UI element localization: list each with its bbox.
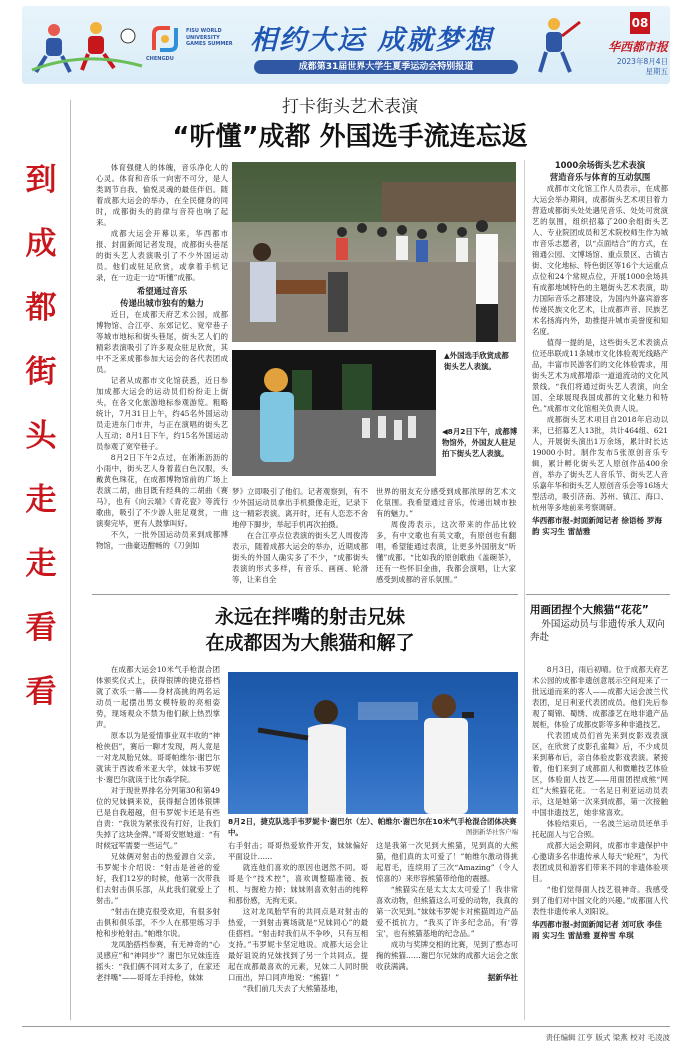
paragraph: “熊猫实在是太太太太可爱了！我非常喜欢动物，但熊猫这么可爱的动物，我真的第一次见到。”妹妹韦罗妮卡对熊猫周边产品爱不抵抗力，“我买了许多纪念品，有‘蓉宝’，也有熊猫基地的纪念品。” bbox=[376, 885, 518, 938]
column-title-char: 头 bbox=[25, 418, 57, 454]
paragraph: 值得一提的是，这些街头艺术表演点位还串联成11条城市文化体验观光线路产品，丰富市民游客们的文化体验需求，用街头艺术为成都增添一道道流动的文化风景线。“我们将通过街头艺人表演，向全国、全球展现我国成都的文化魅力和特色。”成都市文化馆相关负责人说。 bbox=[532, 338, 668, 413]
proof-credit: 校对 毛凌波 bbox=[630, 1033, 670, 1042]
article2-column-3 bbox=[376, 840, 518, 1022]
article2-column-2 bbox=[228, 840, 368, 1022]
photo-illustration bbox=[232, 162, 516, 342]
column-title-char: 都 bbox=[25, 290, 57, 326]
paragraph: 体验结束后，一名波兰运动员还单手托起面人与它合照。 bbox=[532, 819, 668, 839]
article1-column-3 bbox=[376, 486, 516, 586]
shooting-photo-caption: 8月2日，捷克队选手韦罗妮卡·谢巴尔（左）、帕维尔·谢巴尔在10米气手枪混合团体决赛中。 bbox=[228, 817, 517, 837]
credit: 据新华社 bbox=[487, 973, 518, 982]
column-title-char: 走 bbox=[25, 546, 57, 582]
byline: 华西都市报-封面新闻记者 徐语杨 罗海韵 实习生 雷喆雅 bbox=[532, 516, 662, 536]
article2-headline-line2: 在成都因为大熊猫和解了 bbox=[205, 632, 415, 654]
column-title bbox=[22, 154, 60, 740]
subheading: 1000余场街头艺术表演 营造音乐与体育的互动氛围 bbox=[549, 160, 651, 182]
paragraph: 原本以为是爱情事业双丰收的“神枪侠侣”，赛后一聊才发现，两人竟是一对龙凤胎兄妹。哥哥帕维尔·谢巴尔就读于西波希米亚大学，妹妹韦罗妮卡·谢巴尔就读于比尔森学院。 bbox=[96, 731, 220, 784]
subheading: 希望通过音乐 传递出城市独有的魅力 bbox=[120, 286, 204, 308]
paragraph: “他们觉得面人技艺很神奇。我感受到了他们对中国文化的兴趣。”成都面人代表性非遗传承人刘阳说。 bbox=[532, 885, 668, 916]
athletes-illustration bbox=[24, 10, 144, 80]
banner-subtitle: 成都第31届世界大学生夏季运动会特别报道 bbox=[254, 60, 518, 74]
photo-illustration bbox=[228, 672, 518, 814]
section-divider bbox=[526, 594, 670, 595]
article3-headline-line2: 外国运动员与非遗传承人双向奔赴 bbox=[530, 619, 665, 643]
page-number: 08 bbox=[630, 12, 650, 34]
article1-headline: “听懂”成都 外国选手流连忘返 bbox=[172, 122, 528, 152]
article1-column-2 bbox=[232, 486, 368, 586]
paragraph: 对于现世界排名分列第30和第49位的兄妹俩来说，获得掘合团体银牌已是自我超越，但韦罗妮卡还是有些自责：“我说为紧张没有打好，让我们失掉了这块金牌。”哥哥安慰她道：“有时候冠军需要一些运气。” bbox=[96, 786, 220, 850]
paragraph: 在合江亭点位表演的街头艺人周俊涛表示，随着成都大运会的举办，近期成都街头的外国人确实多了不少，“成都街头表演的形式多样，有音乐、画画、轮滑等，让来自全 bbox=[232, 531, 368, 584]
article1-kicker: 打卡街头艺术表演 bbox=[282, 97, 418, 117]
article3-column bbox=[532, 664, 668, 1022]
paragraph: 8月2日下午2点过，在淅淅沥沥的小雨中，街头艺人身着蓝白色汉服，头戴黄色珠花，在成都博物馆前的广场上表演二胡，曲目既有经典的二胡曲《赛马》，也有《向云端》《青花瓷》等流行歌曲，吸引了不少游人驻足观赏，一曲演奏完毕，更有人鼓掌叫好。 bbox=[96, 453, 228, 528]
paragraph: 代表团成员们首先来到皮影戏表演区，在欣赏了皮影孔雀舞》后，不少成员来到幕布后，亲自体验皮影戏表演。紧接着，他们来到了成都面人和微雕技艺体验区，体验面人技艺——用面团捏成熊“网红”大熊猫花花。一名足日利亚运动员表示，这是她第一次来到成都，第一次接触中国非遗技艺，她非常喜欢。 bbox=[532, 731, 668, 817]
shooting-siblings-photo bbox=[228, 672, 518, 814]
byline: 华西都市报-封面新闻记者 刘可欣 李佳雨 实习生 雷喆雅 夏梓雪 牟琪 bbox=[532, 920, 662, 940]
section-divider bbox=[92, 594, 518, 595]
paragraph: 8月3日，雨后初晴。位于成都天府艺术公园的成都非遗创意展示空间迎来了一批远道而来的客人——成都大运会波兰代表团，足日利亚代表团成员。他们先后参观了蜀锦、蜀绣、成都漆艺在地非遗产品展柜，体验了成都皮影等多种非遗技艺。 bbox=[532, 665, 668, 729]
games-logo-icon bbox=[150, 24, 180, 54]
footer-bar bbox=[22, 1026, 670, 1027]
paragraph: 周俊涛表示，这次带来的作品比较多，有中文歌也有英文歌，有原创也有翻唱，希望能通过表演，让更多外国朋友“听懂”成都。“比如我的原创歌曲《盖碗茶》，还有一些怀旧金曲，我都会演唱，让大家感受到成都的音乐氛围。” bbox=[376, 520, 516, 584]
paragraph: 记者从成都市文化馆获悉，近日参加成都大运会的运动员们纷纷走上街头，在各文化旅游地标参观游览。粗略统计，7月31日上午，约45名外国运动员走进东门市井，与正在演唱的街头艺人互动；8月1日下午，约15名外国运动员参观了宽窄巷子。 bbox=[96, 376, 228, 451]
column-title-char: 街 bbox=[25, 354, 57, 390]
column-title-char: 成 bbox=[25, 226, 57, 262]
banner-slogan: 相约大运 成就梦想 bbox=[250, 25, 494, 56]
article2-column-1 bbox=[96, 664, 220, 1022]
article1-column-4 bbox=[532, 160, 668, 588]
photo-credit: 图据新华社客户端 bbox=[466, 828, 518, 836]
footer-credits bbox=[470, 1032, 670, 1043]
article2-headline-line1: 永远在拌嘴的射击兄妹 bbox=[214, 606, 405, 628]
paragraph: 世界的朋友充分感受到成都浓厚的艺术文化氛围。我希望通过音乐，传递出城市独有的魅力。” bbox=[376, 487, 516, 518]
paragraph: 成都市文化馆工作人员表示，在成都大运会举办期间，成都街头艺术项目着力营造成都街头处处遇见音乐、处处可赏演艺的氛围，组织招募了200余组街头艺人、专业院团成员和艺术院校师生作为城市音乐志愿者，以“点面结合”的方式，在锦通公园、文博场馆、重点景区、古镇古街、文化地标、特色街区等16个大运重点点位和24个常规点位，开展1000余场具有成都地域特色的主题街头艺术表演，助力国际音乐之都建设，为国内外嘉宾游客传递民族文化艺术，让成都声音、民族艺术名扬海内外，助推提升城市美誉度和知名度。 bbox=[532, 184, 668, 336]
paragraph: 龙凤胎搭档参赛，有无神奇的“心灵感应”和“神同步”？谢巴尔兄妹连连摇头：“我们俩不同对太多了，在家还老拌嘴”——哥哥左手持枪，妹妹 bbox=[96, 940, 220, 982]
paragraph: 这对龙凤胎罕有的共同点是对射击的热爱，一到射击赛场就是“兄妹同心”的最佳搭档。“射击时我们从不争吵，只有互相支持。”韦罗妮卡坚定地说。成都大运会让最好诅说的兄妹找到了另一个共同点。提起在成都最喜欢的元素，兄妹二人同时脱口而出，异口同声地说：“熊猫！” bbox=[228, 907, 368, 982]
fisu-logo-text: FISU WORLD UNIVERSITY GAMES SUMMER bbox=[186, 28, 233, 47]
column-title-char: 到 bbox=[25, 162, 57, 198]
paragraph: 兄妹俩对射击的热爱源自父亲。韦罗妮卡介绍说：“射击是爸爸的爱好，我们12岁的时候，他第一次带我们去射击俱乐部，从此我们就爱上了射击。” bbox=[96, 852, 220, 905]
street-performance-photo bbox=[232, 162, 516, 342]
paragraph: 近日，在成都天府艺术公园，成都博物馆、合江亭、东郊记忆、宽窄巷子等城市地标和街头巷尾，街头艺人们的精彩表演吸引了许多观众驻足欣赏，其中不乏来成都参加大运会的各代表团成员。 bbox=[96, 310, 228, 374]
paragraph: 成都大运会期间，成都市非遗保护中心邀请多名非遗传承人每天“轮班”，为代表团成员和游客们带来不同的非遗体验项目。 bbox=[532, 841, 668, 883]
paragraph: 成功与奖牌交相的比赛，见到了憨态可掬的熊猫……谢巴尔兄妹的成都大运会之旅收获满满。 bbox=[376, 940, 518, 971]
article3-headline-line1: 用画团捏个大熊猫“花花” bbox=[530, 604, 649, 616]
museum-performance-photo bbox=[232, 350, 436, 476]
photo-illustration bbox=[232, 350, 436, 476]
paragraph: “我们前几天去了大熊猫基地， bbox=[242, 984, 343, 993]
column-title-char: 看 bbox=[25, 610, 57, 646]
masthead-banner bbox=[22, 6, 670, 84]
games-logo-text: CHENGDU bbox=[146, 56, 174, 62]
paragraph: 就连他们喜欢的原因也迥然不同。哥哥是个“技术控”，喜欢调整瞄准镜、扳机、与握枪力掉；妹妹则喜欢射击的纯粹和那份感，无拘无束。 bbox=[228, 863, 368, 905]
paragraph: 不久，一批外国运动员来到成都博物馆，一曲豪迈酣畅的《刀剑如 bbox=[96, 530, 228, 550]
photo2-caption: ◀8月2日下午，成都博物馆外，外国友人驻足拍下街头艺人表演。 bbox=[442, 427, 518, 458]
editor-credit: 责任编辑 江亨 bbox=[545, 1033, 593, 1042]
column-divider bbox=[524, 160, 525, 1020]
issue-weekday: 星期五 bbox=[645, 67, 668, 76]
issue-date: 2023年8月4日 bbox=[616, 57, 668, 66]
column-divider bbox=[70, 100, 71, 1020]
article1-column-1 bbox=[96, 162, 228, 586]
paragraph: 梦》立即吸引了他们。记者观察到，有不少外国运动员拿出手机摄像走近，记录下这一精彩表演。离开时，还有人恋恋不舍地停下脚步，举起手机再次拍摄。 bbox=[232, 487, 368, 529]
photo1-caption: ▲外国选手欣赏成都街头艺人表演。 bbox=[444, 351, 509, 371]
design-credit: 版式 梁燕 bbox=[595, 1033, 628, 1042]
paragraph: 右手射击；哥哥热爱软件开发，妹妹偏好平面设计…… bbox=[228, 841, 368, 861]
column-title-char: 看 bbox=[25, 674, 57, 710]
paper-name: 华西都市报 bbox=[607, 40, 668, 54]
paragraph: 这是我第一次见到大熊猫，见到真的大熊猫，他们真的太可爱了！”帕维尔激动得挑起眉毛，连续用了三次“Amazing”（令人惊喜的）来形容熊猫带给他的震撼。 bbox=[376, 841, 518, 883]
paragraph: 在成都大运会10米气手枪混合团体颁奖仪式上，获得银牌的捷克搭档就了欢乐一幕——身材高挑的两名运动员一起摆出男女模特般的亮相姿势，现场观众不禁为他们献上热烈掌声。 bbox=[96, 665, 220, 729]
paragraph: 体育强健人的体魄，音乐净化人的心灵。体育和音乐一向密不可分，是人类调节自我、愉悦灵魂的最佳伴侣。随着成都大运会的举办，在全民健身的同时，成都街头的韵律与音符也响了起来。 bbox=[96, 163, 228, 227]
athlete-right-illustration bbox=[530, 10, 590, 80]
column-title-char: 走 bbox=[25, 482, 57, 518]
paragraph: “射击在捷克很受欢迎，有很多射击俱和俱乐部，不少人在那里练习手枪和步枪射击。”帕维尔说。 bbox=[96, 907, 220, 938]
paragraph: 成都街头艺术项目自2018年启动以来，已招募艺人13批，共计464组、621人，开展街头演出1万余场，累计时长达19000小时。制作发布5张原创音乐专辑，累计孵化街头艺人原创作品400余首，举办了街头艺人音乐节、街头艺人音乐嘉年华和街头艺人原创音乐会等16场大型活动，吸引济南、苏州、镇江、海口、杭州等多地前来考察调研。 bbox=[532, 415, 668, 512]
paragraph: 成都大运会开幕以来，华西都市报、封面新闻记者发现，成都街头巷尾的街头艺人表演吸引了不少外国运动员。他们或驻足欣赏，或拿着手机记录，在一边走一边“听懂”成都。 bbox=[96, 229, 228, 282]
